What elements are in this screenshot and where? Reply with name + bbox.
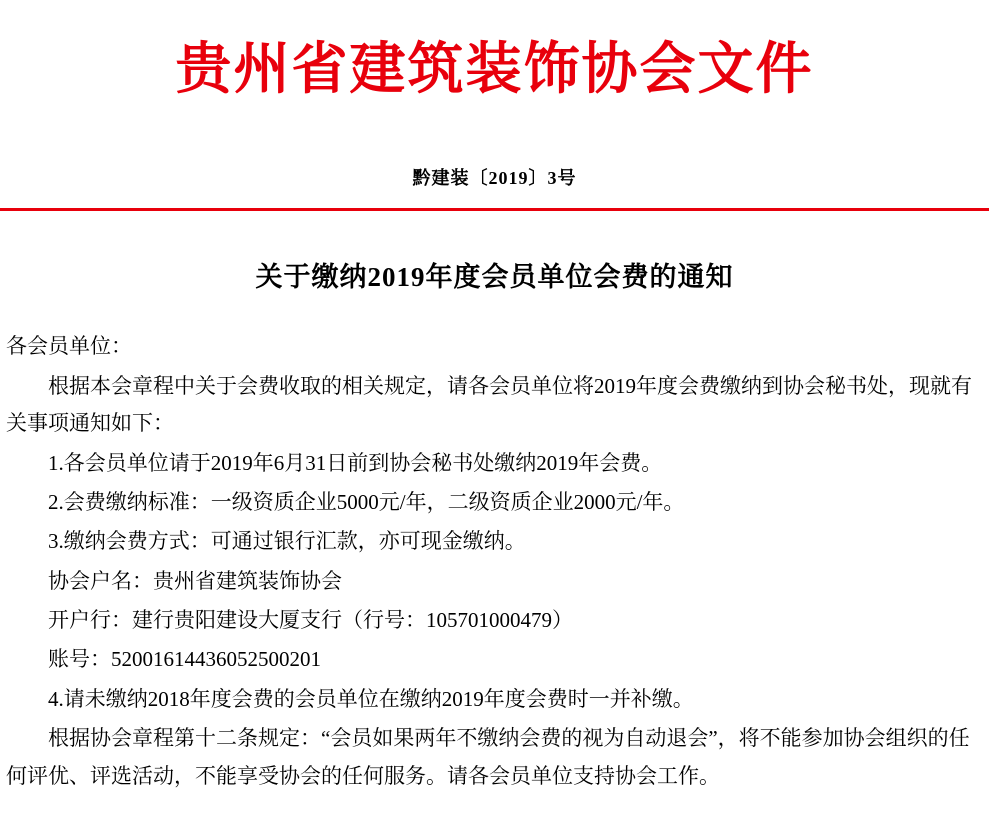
- body-paragraph: 账号：52001614436052500201: [48, 647, 321, 672]
- red-divider-rule: [0, 208, 989, 211]
- organization-title: 贵州省建筑装饰协会文件: [175, 39, 814, 101]
- body-paragraph: 2.会费缴纳标准：一级资质企业5000元/年，二级资质企业2000元/年。: [48, 489, 685, 514]
- body-paragraph: 4.请未缴纳2018年度会费的会员单位在缴纳2019年度会费时一并补缴。: [48, 686, 694, 711]
- document-body: [0, 328, 989, 795]
- body-paragraph: 开户行：建行贵阳建设大厦支行（行号：105701000479）: [48, 608, 573, 633]
- salutation: 各会员单位：: [6, 334, 132, 359]
- body-paragraph: 1.各会员单位请于2019年6月31日前到协会秘书处缴纳2019年会费。: [48, 450, 663, 475]
- body-paragraph: 根据本会章程中关于会费收取的相关规定，请各会员单位将2019年度会费缴纳到协会秘书处，现就有关事项通知如下：: [6, 373, 972, 436]
- document-number: 黔建装〔2019〕3号: [412, 168, 577, 189]
- body-paragraph: 根据协会章程第十二条规定：“会员如果两年不缴纳会费的视为自动退会”，将不能参加协会组织的任何评优、评选活动，不能享受协会的任何服务。请各会员单位支持协会工作。: [6, 726, 970, 788]
- body-paragraph: 3.缴纳会费方式：可通过银行汇款，亦可现金缴纳。: [48, 529, 526, 554]
- page-title: 关于缴纳2019年度会员单位会费的通知: [255, 262, 734, 293]
- document-header: [0, 0, 989, 102]
- body-paragraph: 协会户名：贵州省建筑装饰协会: [48, 568, 342, 593]
